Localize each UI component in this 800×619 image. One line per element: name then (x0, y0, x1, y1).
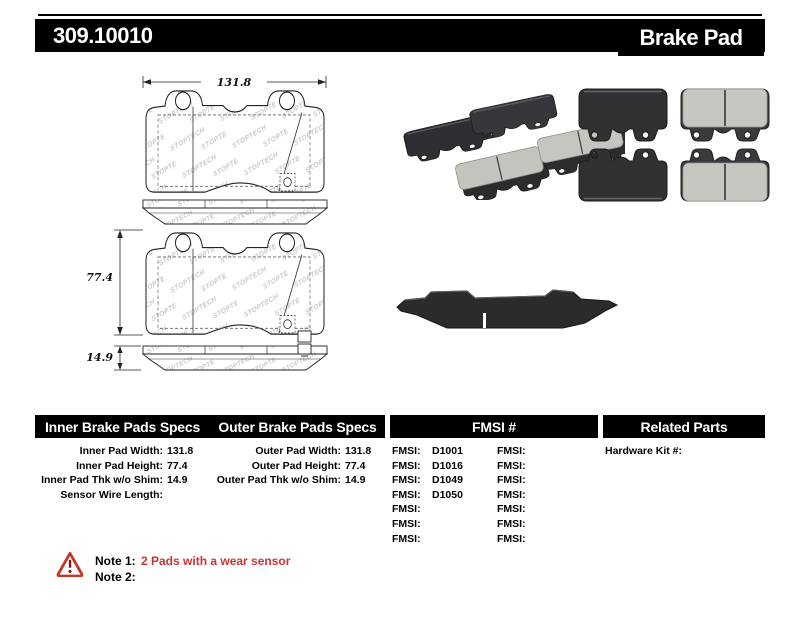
spec-row (213, 459, 388, 474)
spec-row (35, 444, 210, 459)
spec-label: Inner Pad Height: (76, 459, 163, 472)
spec-value: 14.9 (167, 474, 188, 487)
dim-thickness-label: 14.9 (86, 351, 113, 364)
fmsi-label: FMSI: (392, 532, 421, 545)
fmsi-row (392, 502, 492, 517)
related-parts-header: Related Parts (640, 418, 728, 435)
part-number: 309.10010 (53, 22, 153, 48)
note1-label: Note 1: (95, 554, 136, 568)
fmsi-row (392, 488, 492, 503)
dimension-width (143, 76, 326, 89)
spec-row (35, 473, 210, 488)
spec-value: 77.4 (345, 459, 366, 472)
flat-pad-backing-top (579, 89, 667, 141)
related-parts-header-bar (603, 415, 765, 438)
fmsi-label: FMSI: (497, 517, 526, 530)
related-part-label: Hardware Kit #: (605, 445, 683, 457)
spec-row (213, 444, 388, 459)
note1-text: 2 Pads with a wear sensor (141, 554, 291, 568)
fmsi-row (392, 444, 492, 459)
fmsi-label: FMSI: (497, 459, 526, 472)
fmsi-header: FMSI # (472, 418, 516, 435)
fmsi-label: FMSI: (392, 474, 421, 487)
pad-side-silhouette (397, 290, 617, 328)
note2-label: Note 2: (95, 570, 136, 584)
product-type-title: Brake Pad (639, 24, 743, 50)
pad-face-drawing-top (146, 91, 324, 192)
fmsi-label: FMSI: (392, 488, 421, 501)
warning-triangle-icon (56, 551, 84, 577)
fmsi-row (497, 532, 597, 547)
flat-pad-friction-top (681, 89, 769, 141)
flat-pad-friction-bottom (681, 149, 769, 201)
fmsi-label: FMSI: (497, 474, 526, 487)
fmsi-label: FMSI: (392, 459, 421, 472)
spec-row (35, 459, 210, 474)
fmsi-row (497, 444, 597, 459)
spec-label: Inner Pad Width: (79, 445, 163, 457)
fmsi-row (497, 459, 597, 474)
spec-row (35, 488, 210, 503)
dimension-thickness (86, 346, 141, 370)
top-divider (38, 14, 762, 16)
pad-face-drawing-bottom (146, 233, 324, 334)
fmsi-column-1 (392, 444, 492, 546)
outer-specs-header: Outer Brake Pads Specs (218, 418, 377, 435)
fmsi-row (392, 459, 492, 474)
fmsi-column-2 (497, 444, 597, 546)
pad-slot-mark (483, 313, 486, 328)
spec-value: 14.9 (345, 474, 366, 487)
specs-header-bar (35, 415, 385, 438)
dim-width-label: 131.8 (216, 76, 252, 89)
fmsi-label: FMSI: (497, 445, 526, 457)
pad-photo-side (395, 285, 625, 335)
fmsi-value: D1016 (432, 459, 463, 472)
fmsi-label: FMSI: (497, 503, 526, 516)
flat-pad-backing-bottom (579, 149, 667, 201)
product-type-block (618, 19, 764, 56)
fmsi-header-bar (390, 415, 598, 438)
fmsi-value: D1049 (432, 474, 463, 487)
fmsi-label: FMSI: (497, 488, 526, 501)
fmsi-label: FMSI: (497, 532, 526, 545)
fmsi-row (392, 532, 492, 547)
fmsi-row (497, 488, 597, 503)
technical-drawing (55, 60, 375, 380)
fmsi-row (497, 517, 597, 532)
related-part-row (605, 444, 765, 459)
fmsi-row (497, 473, 597, 488)
related-parts-column (605, 444, 765, 459)
fmsi-label: FMSI: (392, 503, 421, 516)
pads-photo-flat (575, 85, 775, 205)
spec-value: 131.8 (167, 445, 194, 457)
fmsi-label: FMSI: (392, 517, 421, 530)
fmsi-row (497, 502, 597, 517)
inner-specs-column (35, 444, 210, 502)
spec-label: Outer Pad Thk w/o Shim: (216, 474, 341, 487)
spec-value: 131.8 (345, 445, 372, 457)
dimension-height (86, 230, 143, 335)
spec-row (213, 473, 388, 488)
inner-specs-header: Inner Brake Pads Specs (44, 418, 201, 435)
spec-label: Sensor Wire Length: (60, 488, 163, 501)
spec-value: 77.4 (167, 459, 188, 472)
fmsi-row (392, 473, 492, 488)
spec-label: Outer Pad Width: (255, 445, 341, 457)
spec-label: Outer Pad Height: (251, 459, 341, 472)
wear-sensor-drawing (298, 331, 311, 356)
fmsi-label: FMSI: (392, 445, 421, 457)
fmsi-row (392, 517, 492, 532)
fmsi-value: D1050 (432, 488, 463, 501)
fmsi-value: D1001 (432, 445, 463, 457)
pad-side-drawing-top (143, 200, 327, 224)
outer-specs-column (213, 444, 388, 488)
pad-photo-front-left (455, 145, 552, 200)
dim-height-label: 77.4 (86, 271, 113, 284)
spec-label: Inner Pad Thk w/o Shim: (41, 474, 163, 487)
